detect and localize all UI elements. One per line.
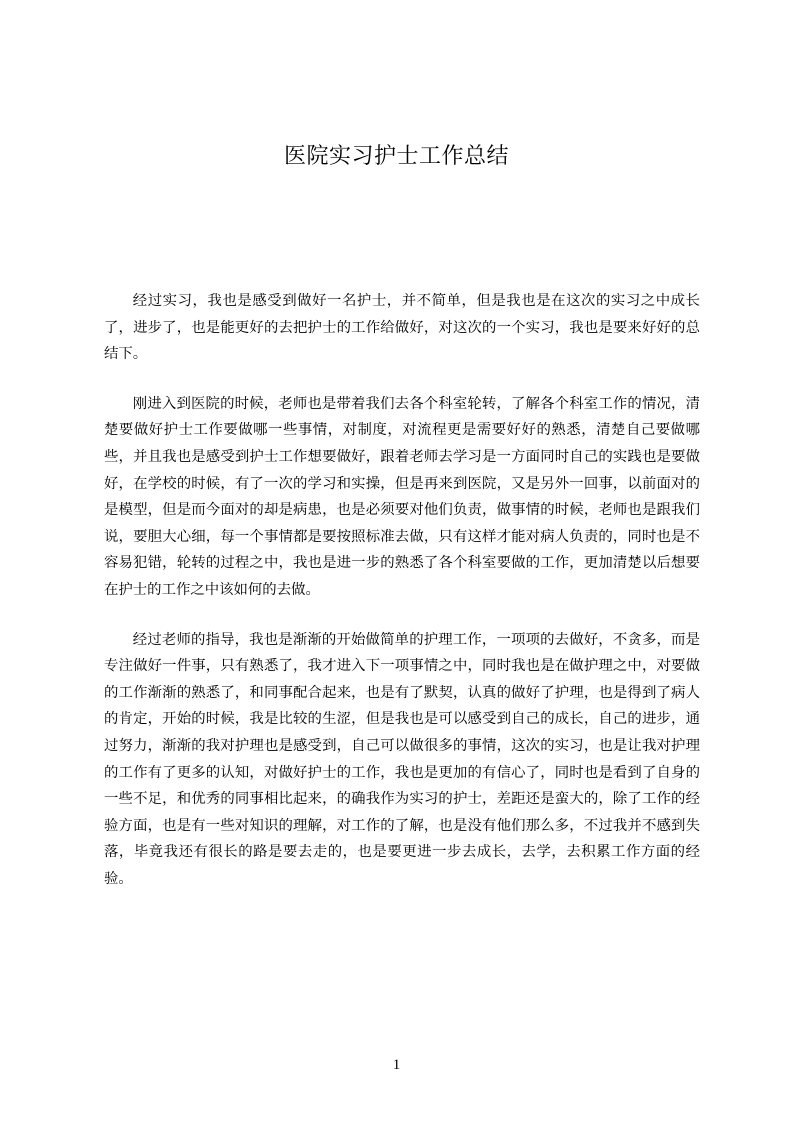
document-title: 医院实习护士工作总结: [283, 144, 509, 169]
paragraph-intro: 经过实习，我也是感受到做好一名护士，并不简单，但是我也是在这次的实习之中成长了，进步了，也是能更好的去把护士的工作给做好，对这次的一个实习，我也是要来好好的总结下。: [104, 293, 700, 363]
paragraph-rotation: 刚进入到医院的时候，老师也是带着我们去各个科室轮转，了解各个科室工作的情况，清楚要做好护士工作要做哪一些事情，对制度，对流程更是需要好好的熟悉，清楚自己要做哪些，并且我也是感受到护士工作想要做好，跟着老师去学习是一方面同时自己的实践也是要做好，在学校的时候，有了一次的学习和实操，但是再来到医院，又是另外一回事，以前面对的是模型，但是而今面对的却是病患，也是必须要对他们负责，做事情的时候，老师也是跟我们说，要胆大心细，每一个事情都是要按照标准去做，只有这样才能对病人负责的，同时也是不容易犯错，轮转的过程之中，我也是进一步的熟悉了各个科室要做的工作，更加清楚以后想要在护士的工作之中该如何的去做。: [104, 395, 700, 598]
paragraph-practice: 经过老师的指导，我也是渐渐的开始做简单的护理工作，一项项的去做好，不贪多，而是专注做好一件事，只有熟悉了，我才进入下一项事情之中，同时我也是在做护理之中，对要做的工作渐渐的熟悉了，和同事配合起来，也是有了默契，认真的做好了护理，也是得到了病人的肯定，开始的时候，我是比较的生涩，但是我也是可以感受到自己的成长，自己的进步，通过努力，渐渐的我对护理也是感受到，自己可以做很多的事情，这次的实习，也是让我对护理的工作有了更多的认知，对做好护士的工作，我也是更加的有信心了，同时也是看到了自身的一些不足，和优秀的同事相比起来，的确我作为实习的护士，差距还是蛮大的，除了工作的经验方面，也是有一些对知识的理解，对工作的了解，也是没有他们那么多，不过我并不感到失落，毕竟我还有很长的路是要去走的，也是要更进一步去成长，去学，去积累工作方面的经验。: [104, 631, 700, 887]
document-body: [104, 288, 700, 915]
page-number: 1: [392, 1057, 401, 1073]
